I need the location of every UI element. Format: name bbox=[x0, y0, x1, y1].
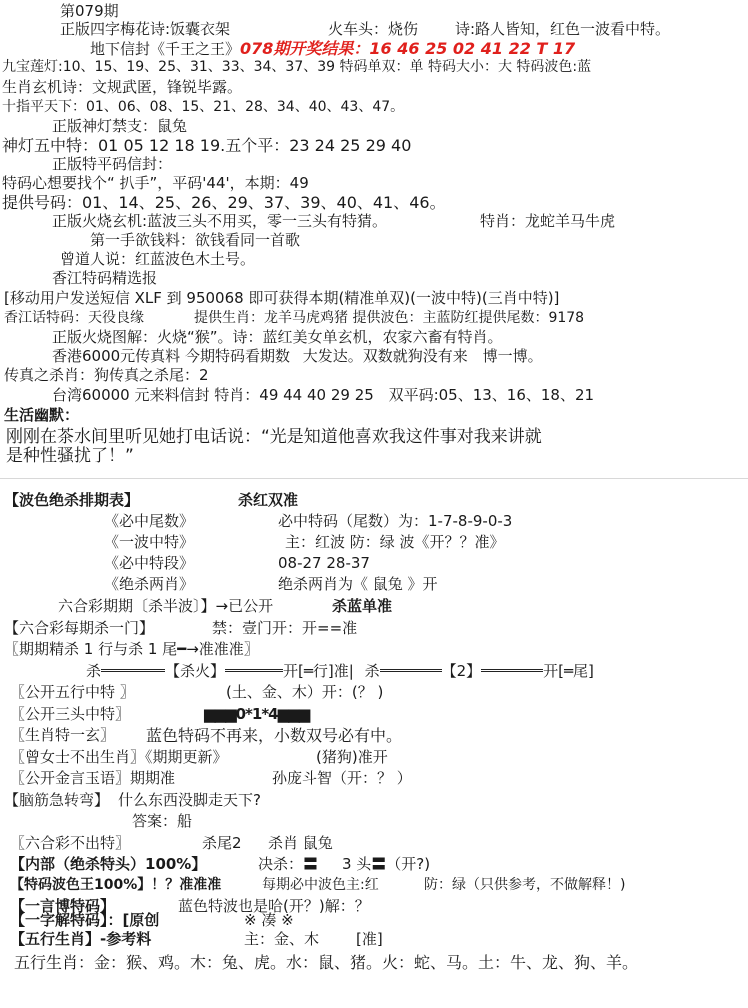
fire-riddle: 正版火烧玄机:蓝波三头不用买，零一三头有特猜。 bbox=[52, 212, 388, 230]
taiwan-label: 台湾60000 元来料信封 bbox=[52, 386, 210, 404]
humor-text-1: 刚刚在茶水间里听见她打电话说：“光是知道他喜欢我这件事对我来讲就 bbox=[6, 427, 542, 447]
ms-zeng-value: (猪狗)准开 bbox=[316, 748, 388, 766]
section-divider bbox=[0, 478, 748, 479]
golden-words-label: 〖公开金言玉语〗期期准 bbox=[10, 769, 176, 787]
no-special-label: 〖六合彩不出特〗 bbox=[10, 834, 131, 852]
taiwan-line bbox=[52, 388, 594, 403]
wave-value: 主：红波 防：绿 波《开？？准》 bbox=[285, 533, 505, 551]
five-zodiac-label: 【五行生肖】-参考料 bbox=[10, 930, 152, 948]
inner-kill-label: 【内部（绝杀特头）100%】 bbox=[10, 855, 207, 873]
one-word-label: 【一言博特码】 bbox=[10, 897, 116, 915]
taiwan-special: 特肖：49 44 40 29 25 bbox=[214, 386, 374, 404]
hongkong-select: 香江特码精选报 bbox=[52, 269, 158, 287]
lamp-five: 神灯五中特：01 05 12 18 19.五个平：23 24 25 29 40 bbox=[2, 136, 412, 155]
one-word-value: 蓝色特波也是哈(开？)解：？ bbox=[178, 897, 370, 915]
five-zodiac-main: 主：金、木 bbox=[244, 930, 320, 948]
special-envelope: 正版特平码信封： bbox=[52, 155, 173, 173]
first-hand: 第一手欲钱料：欲钱看同一首歌 bbox=[90, 231, 301, 249]
one-char-label: 【一字解特码】：[原创 bbox=[10, 911, 160, 929]
hk-fax-hint: 今期特码看期数 bbox=[184, 347, 290, 365]
envelope-line bbox=[90, 41, 575, 57]
inner-kill-head: 3 头〓（开?) bbox=[342, 855, 431, 873]
humor-title: 生活幽默： bbox=[4, 406, 80, 424]
tail-label: 《必中尾数》 bbox=[104, 512, 195, 530]
kill-element-title: 〖期期精杀 1 行与杀 1 尾━→准准准〗 bbox=[4, 640, 259, 658]
color-kill-value: 杀红双准 bbox=[238, 491, 299, 509]
ten-fingers: 十指平天下：01、06、08、15、21、28、34、40、43、47。 bbox=[2, 99, 405, 115]
inner-kill-value: 决杀：〓 bbox=[258, 855, 319, 873]
open-element: 开[═行]准| bbox=[283, 662, 354, 680]
taiwan-pair: 双平码:05、13、16、18、21 bbox=[388, 386, 595, 404]
kill-word-2: 杀 bbox=[364, 662, 380, 680]
hk-fax-label: 香港6000元传真料 bbox=[52, 347, 181, 365]
kill-tail-2: 【2】 bbox=[441, 662, 482, 680]
five-element-value: (土、金、木）开：(？ ) bbox=[226, 683, 384, 701]
issue-number: 第079期 bbox=[60, 2, 119, 20]
half-wave-value: 杀蓝单准 bbox=[332, 597, 393, 615]
taoist-says: 曾道人说：红蓝波色木土号。 bbox=[60, 250, 256, 268]
color-king-guard: 防：绿（只供参考，不做解释！) bbox=[424, 877, 626, 893]
one-char-value: ※ 凑 ※ bbox=[244, 911, 294, 929]
five-zodiac-list: 五行生肖：金：猴、鸡。木：兔、虎。水：鼠、猪。火：蛇、马。土：牛、龙、狗、羊。 bbox=[14, 953, 639, 972]
plum-poem: 正版四字梅花诗:饭囊衣架 bbox=[60, 20, 231, 38]
xiangjiang-code: 香江话特码：天役良缘 bbox=[4, 310, 144, 326]
half-wave-label: 六合彩期期〔杀半波〕】→已公开 bbox=[58, 597, 274, 615]
riddle-question: 什么东西没脚走天下? bbox=[118, 791, 261, 809]
fax-kill: 传真之杀肖：狗传真之杀尾：2 bbox=[4, 366, 209, 384]
color-king-main: 每期必中波色主:红 bbox=[262, 877, 379, 893]
double-rule bbox=[225, 669, 283, 672]
kill-fire: 【杀火】 bbox=[165, 662, 226, 680]
fire-riddle-line bbox=[52, 212, 616, 230]
kill-element-row bbox=[86, 664, 594, 679]
no-special-zodiac: 杀肖 鼠兔 bbox=[268, 834, 333, 852]
double-rule bbox=[101, 669, 165, 672]
five-element-label: 〖公开五行中特 〗 bbox=[10, 683, 135, 701]
riddle-answer: 答案：船 bbox=[132, 812, 193, 830]
ms-zeng-label: 〖曾女士不出生肖〗《期期更新》 bbox=[10, 748, 228, 766]
wave-label: 《一波中特》 bbox=[104, 533, 195, 551]
five-zodiac-sure: [准] bbox=[356, 930, 383, 948]
color-kill-title: 【波色绝杀排期表】 bbox=[4, 491, 140, 509]
xiangjiang-provide: 提供生肖：龙羊马虎鸡猪 提供波色：主蓝防红提供尾数：9178 bbox=[194, 310, 585, 326]
hk-fax-try: 博一博。 bbox=[482, 347, 543, 365]
fire-image: 正版火烧图解：火烧“猴”。诗：蓝红美女单玄机，农家六畜有特肖。 bbox=[52, 328, 503, 346]
tail-value: 必中特码（尾数）为：1-7-8-9-0-3 bbox=[278, 512, 513, 530]
kill-door-label: 【六合彩每期杀一门】 bbox=[4, 619, 155, 637]
segment-label: 《必中特段》 bbox=[104, 554, 195, 572]
double-rule bbox=[481, 669, 543, 672]
pickpocket-line: 特码心想要找个“ 扒手”，平码'44'，本期：49 bbox=[2, 174, 309, 192]
riddle-label: 【脑筋急转弯】 bbox=[4, 791, 110, 809]
hk-fax-even: 大发达。双数就狗没有来 bbox=[302, 347, 468, 365]
lamp-ban: 正版神灯禁支：鼠兔 bbox=[52, 117, 188, 135]
envelope-label: 地下信封《千王之王》 bbox=[90, 40, 241, 58]
kill-word-1: 杀 bbox=[86, 662, 102, 680]
draw-result: 078期开奖结果：16 46 25 02 41 22 T 17 bbox=[240, 39, 576, 58]
no-special-tail: 杀尾2 bbox=[202, 834, 242, 852]
zodiac-mystery-value: 蓝色特码不再来，小数双号必有中。 bbox=[146, 726, 403, 745]
golden-words-value: 孙庞斗智（开：？ ） bbox=[272, 769, 412, 787]
zodiac-poem: 生肖玄机诗：文规武匿，锋锐毕露。 bbox=[2, 78, 243, 96]
segment-value: 08-27 28-37 bbox=[278, 554, 370, 572]
kill-two-value: 绝杀两肖为《 鼠兔 》开 bbox=[278, 575, 438, 593]
plum-poem-line bbox=[60, 20, 671, 38]
color-king-label: 【特码波色王100%】！？准准准 bbox=[10, 877, 222, 893]
open-tail: 开[═尾] bbox=[543, 662, 594, 680]
xiangjiang-line bbox=[4, 310, 585, 326]
fire-zodiac: 特肖：龙蛇羊马牛虎 bbox=[480, 212, 616, 230]
double-rule bbox=[380, 669, 442, 672]
kill-door-value: 禁：壹门开：开==准 bbox=[212, 619, 358, 637]
hk-fax-line bbox=[52, 349, 543, 364]
three-head-label: 〖公开三头中特〗 bbox=[10, 705, 131, 723]
kill-two-label: 《绝杀两肖》 bbox=[104, 575, 195, 593]
lotus-line: 九宝莲灯:10、15、19、25、31、33、34、37、39 特码单双：单 特码大小：大 特码波色:蓝 bbox=[2, 59, 592, 75]
sms-notice: [移动用户发送短信 XLF 到 950068 即可获得本期(精准单双)(一波中特)(三肖中特)] bbox=[4, 289, 560, 307]
humor-text-2: 是种性骚扰了！” bbox=[6, 446, 134, 466]
three-head-value: ▆▆▆0*1*4▆▆▆ bbox=[204, 705, 310, 723]
zodiac-mystery-label: 〖生肖特一玄〗 bbox=[10, 726, 116, 744]
poem-hint: 诗:路人皆知，红色一波看中特。 bbox=[455, 20, 671, 38]
provided-numbers: 提供号码：01、14、25、26、29、37、39、40、41、46。 bbox=[2, 193, 446, 212]
train-head: 火车头：烧伤 bbox=[328, 20, 419, 38]
